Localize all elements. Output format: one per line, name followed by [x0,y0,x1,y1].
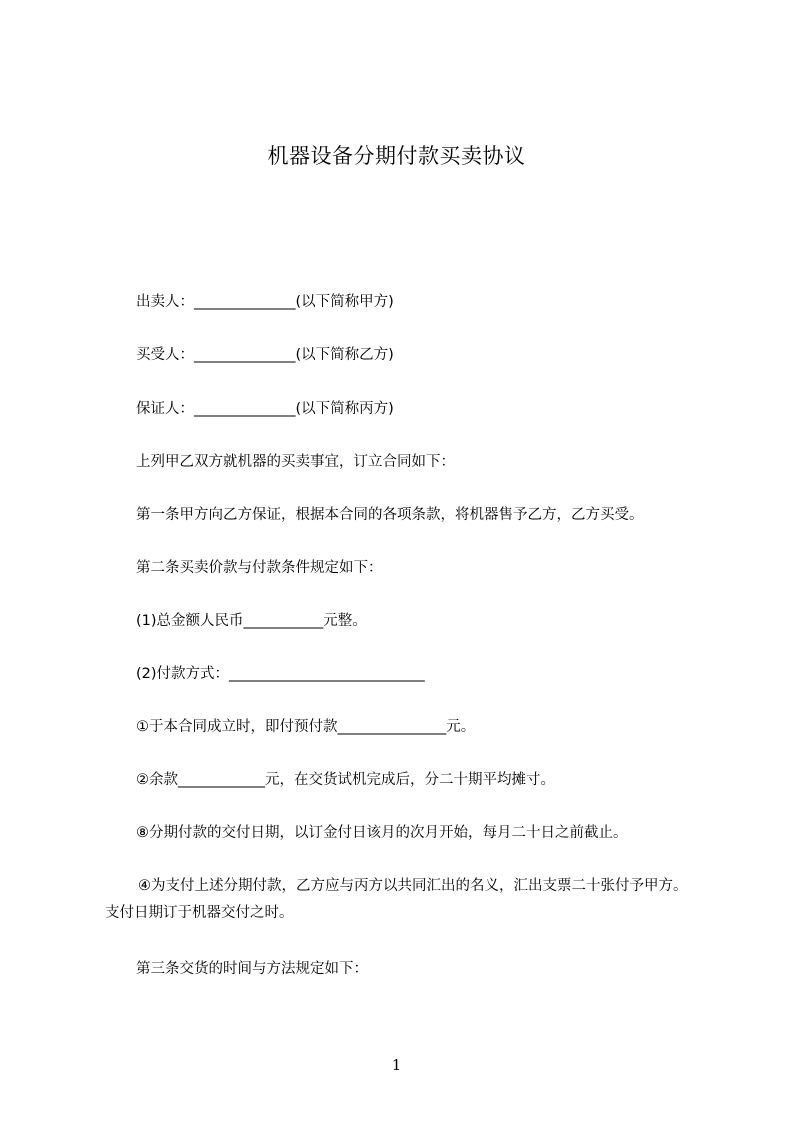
buyer-line: 买受人：______________(以下简称乙方) [136,347,394,363]
total-amount-line: (1)总金额人民币___________元整。 [136,613,367,629]
guarantor-line: 保证人：______________(以下简称丙方) [136,401,394,417]
document-title: 机器设备分期付款买卖协议 [267,144,526,168]
page-number: 1 [391,1056,402,1074]
payment-method-line: (2)付款方式：___________________________ [136,666,425,682]
article-1-line: 第一条甲方向乙方保证，根据本合同的各项条款，将机器售予乙方，乙方买受。 [136,507,644,523]
prepayment-line: ①于本合同成立时，即付预付款_______________元。 [136,719,476,735]
article-2-line: 第二条买卖价款与付款条件规定如下： [136,560,383,576]
balance-line: ②余款____________元，在交货试机完成后，分二十期平均摊寸。 [136,772,555,788]
article-3-line: 第三条交货的时间与方法规定如下： [136,961,368,977]
cheque-paragraph: ④为支付上述分期付款，乙方应与丙方以共同汇出的名义，汇出支票二十张付予甲方。支付日期订于机器交付之时。 [105,878,688,921]
installment-date-line: ⑧分期付款的交付日期，以订金付日该月的次月开始，每月二十日之前截止。 [136,825,628,841]
seller-line: 出卖人：______________(以下简称甲方) [136,294,394,310]
preamble-line: 上列甲乙双方就机器的买卖事宜，订立合同如下： [136,454,455,470]
